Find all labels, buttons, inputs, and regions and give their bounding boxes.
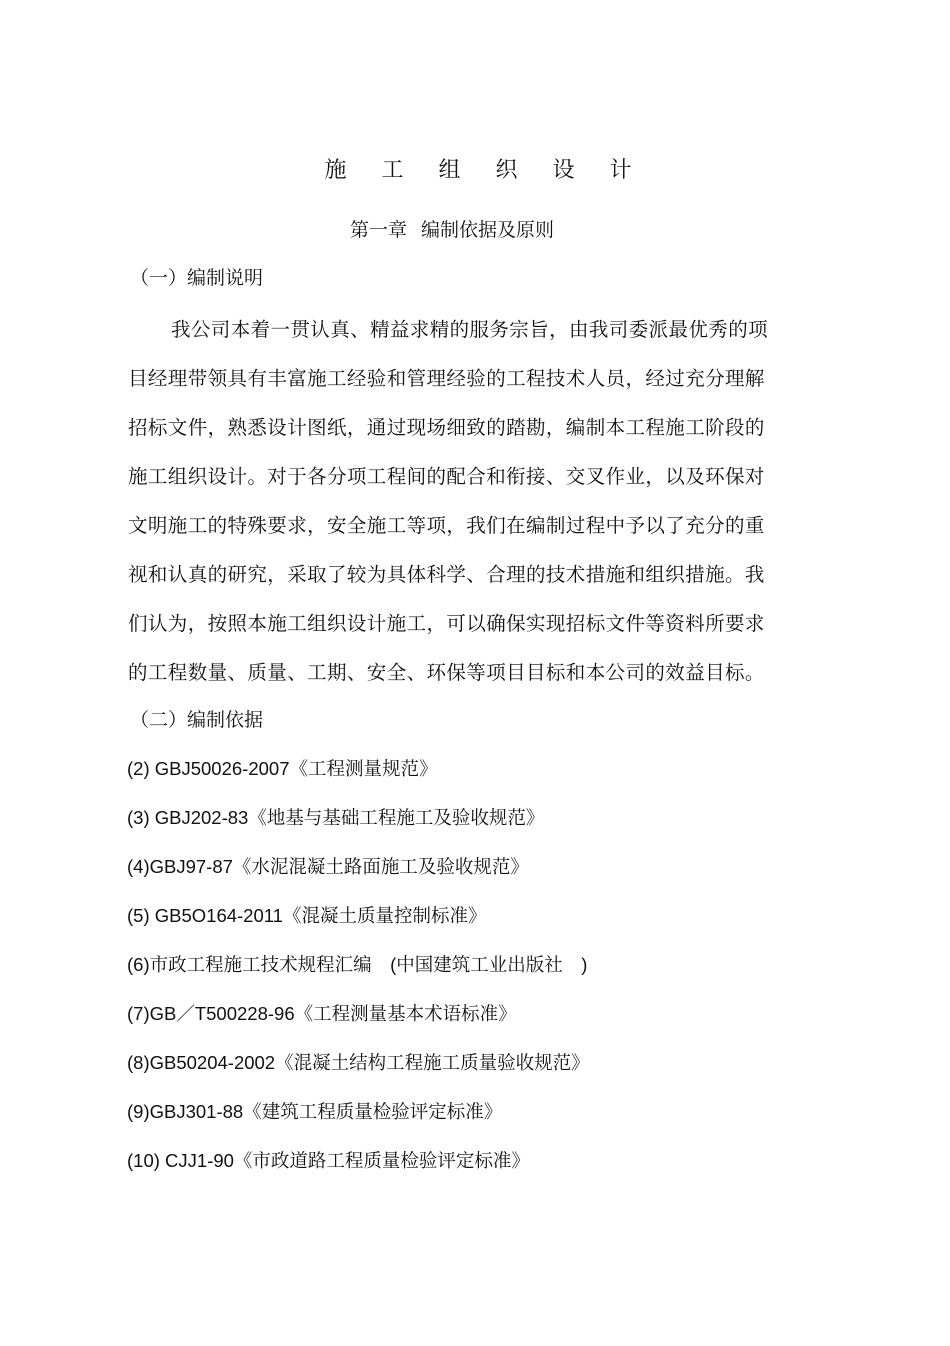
section-heading-explanation: （一）编制说明 (130, 267, 264, 289)
paragraph-line: 们认为，按照本施工组织设计施工，可以确保实现招标文件等资料所要求 (128, 612, 765, 635)
chapter-number: 第一章 (349, 219, 407, 241)
paragraph-line: 文明施工的特殊要求，安全施工等项，我们在编制过程中予以了充分的重 (128, 514, 765, 537)
reference-item: (8)GB50204-2002《混凝土结构工程施工质量验收规范》 (127, 1052, 590, 1073)
reference-item: (9)GBJ301-88《建筑工程质量检验评定标准》 (127, 1101, 503, 1122)
reference-item: (6)市政工程施工技术规程汇编 (中国建筑工业出版社 ) (127, 954, 588, 975)
chapter-heading (0, 215, 904, 242)
reference-item: (2) GBJ50026-2007《工程测量规范》 (127, 758, 438, 779)
chapter-name: 编制依据及原则 (421, 219, 555, 241)
reference-item: (7)GB／T500228-96《工程测量基本术语标准》 (127, 1003, 517, 1024)
document-title: 施 工 组 织 设 计 (324, 158, 646, 183)
paragraph-line: 视和认真的研究，采取了较为具体科学、合理的技术措施和组织措施。我 (128, 563, 765, 586)
paragraph-line: 施工组织设计。对于各分项工程间的配合和衔接、交叉作业，以及环保对 (128, 465, 765, 488)
paragraph-line: 招标文件，熟悉设计图纸，通过现场细致的踏勘，编制本工程施工阶段的 (128, 416, 765, 439)
paragraph-line: 的工程数量、质量、工期、安全、环保等项目目标和本公司的效益目标。 (128, 661, 765, 684)
reference-item: (3) GBJ202-83《地基与基础工程施工及验收规范》 (127, 807, 545, 828)
paragraph-line: 目经理带领具有丰富施工经验和管理经验的工程技术人员，经过充分理解 (128, 367, 765, 390)
reference-item: (5) GB5O164-2011《混凝土质量控制标准》 (127, 905, 487, 926)
paragraph-line: 我公司本着一贯认真、精益求精的服务宗旨，由我司委派最优秀的项 (171, 318, 769, 341)
reference-item: (4)GBJ97-87《水泥混凝土路面施工及验收规范》 (127, 856, 529, 877)
section-heading-basis: （二）编制依据 (130, 709, 264, 731)
reference-item: (10) CJJ1-90《市政道路工程质量检验评定标准》 (127, 1150, 530, 1171)
